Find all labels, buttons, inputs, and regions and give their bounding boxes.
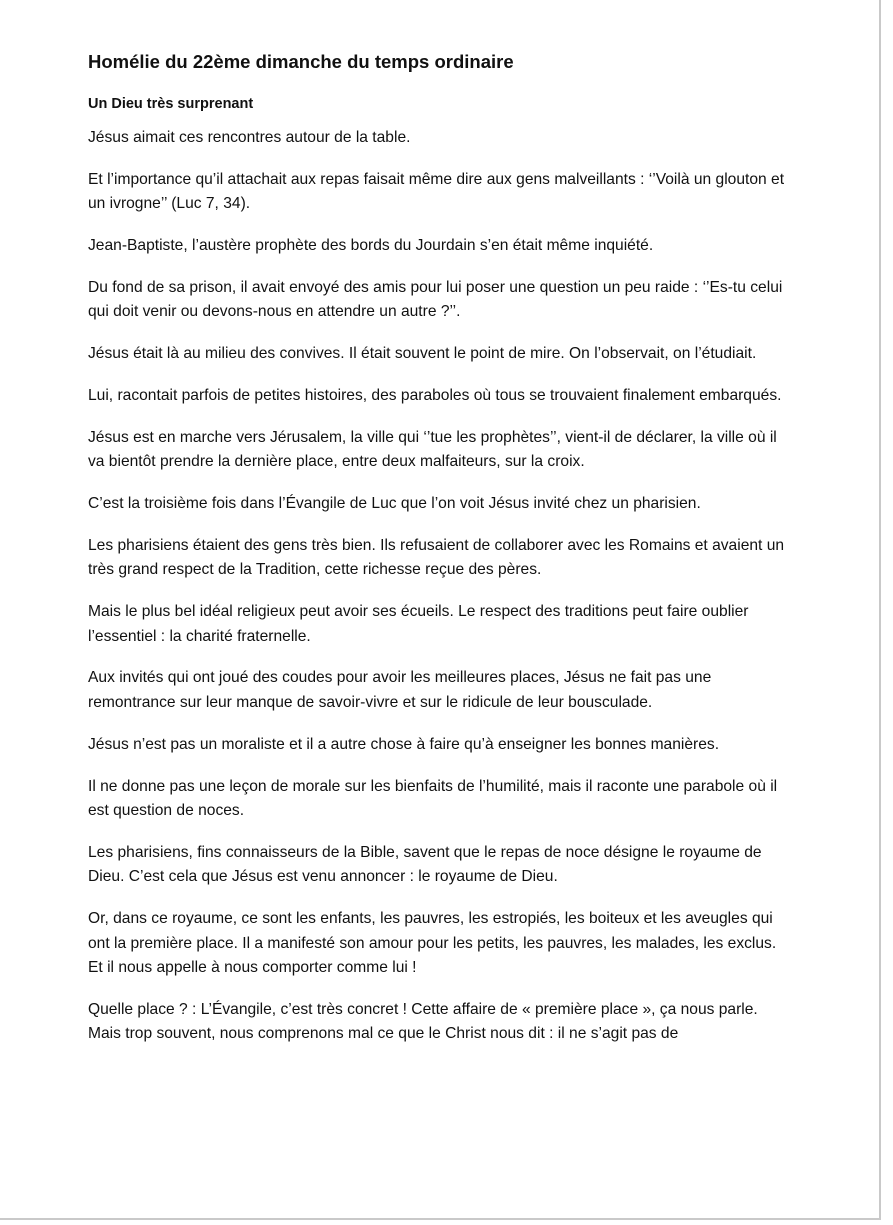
paragraph-12: Jésus n’est pas un moraliste et il a autre chose à faire qu’à enseigner les bonnes manières. [88,735,720,753]
paragraph-14: Les pharisiens, fins connaisseurs de la Bible, savent que le repas de noce désigne le royaume de Dieu. C’est cela que Jésus est venu annoncer : le royaume de Dieu. [88,843,762,886]
document-subtitle: Un Dieu très surprenant [88,96,254,112]
paragraph-6: Lui, racontait parfois de petites histoires, des paraboles où tous se trouvaient finalement embarqués. [88,386,782,404]
paragraph-1: Jésus aimait ces rencontres autour de la table. [88,129,411,146]
paragraph-5: Jésus était là au milieu des convives. Il était souvent le point de mire. On l’observait, on l’étudiait. [88,345,757,363]
paragraph-13: Il ne donne pas une leçon de morale sur les bienfaits de l’humilité, mais il raconte une parabole où il est question de noces. [88,777,778,820]
paragraph-11: Aux invités qui ont joué des coudes pour avoir les meilleures places, Jésus ne fait pas une remontrance sur leur manque de savoir-vivre et sur le ridicule de leur bousculade. [88,669,712,711]
paragraph-8: C’est la troisième fois dans l’Évangile de Luc que l’on voit Jésus invité chez un pharisien. [88,495,701,513]
paragraph-4: Du fond de sa prison, il avait envoyé des amis pour lui poser une question un peu raide : ‘’Es-tu celui qui doit venir ou devons-nous en attendre un autre ?’’. [88,278,783,321]
paragraph-9: Les pharisiens étaient des gens très bien. Ils refusaient de collaborer avec les Romains et avaient un très grand respect de la Tradition, cette richesse reçue des pères. [88,536,785,579]
paragraph-3: Jean-Baptiste, l’austère prophète des bords du Jourdain s’en était même inquiété. [88,237,654,255]
document-title: Homélie du 22ème dimanche du temps ordinaire [88,51,514,72]
paragraph-15: Or, dans ce royaume, ce sont les enfants, les pauvres, les estropiés, les boiteux et les aveugles qui ont la première place. Il a manifesté son amour pour les petits, les pauvres, les malades, les exclus. Et il nous appelle à nous comporter comme lui ! [88,910,777,977]
paragraph-10: Mais le plus bel idéal religieux peut avoir ses écueils. Le respect des traditions peut faire oublier l’essentiel : la charité fraternelle. [88,603,749,645]
document-body [88,49,788,1064]
paragraph-2: Et l’importance qu’il attachait aux repas faisait même dire aux gens malveillants : ‘’Voilà un glouton et un ivrogne’’ (Luc 7, 34). [88,170,785,213]
paragraph-7: Jésus est en marche vers Jérusalem, la ville qui ‘’tue les prophètes’’, vient-il de déclarer, la ville où il va bientôt prendre la dernière place, entre deux malfaiteurs, sur la croix. [88,428,777,471]
paragraph-16: Quelle place ? : L’Évangile, c’est très concret ! Cette affaire de « première place », ça nous parle. Mais trop souvent, nous comprenons mal ce que le Christ nous dit : il ne s’agit pas de [88,1000,758,1043]
